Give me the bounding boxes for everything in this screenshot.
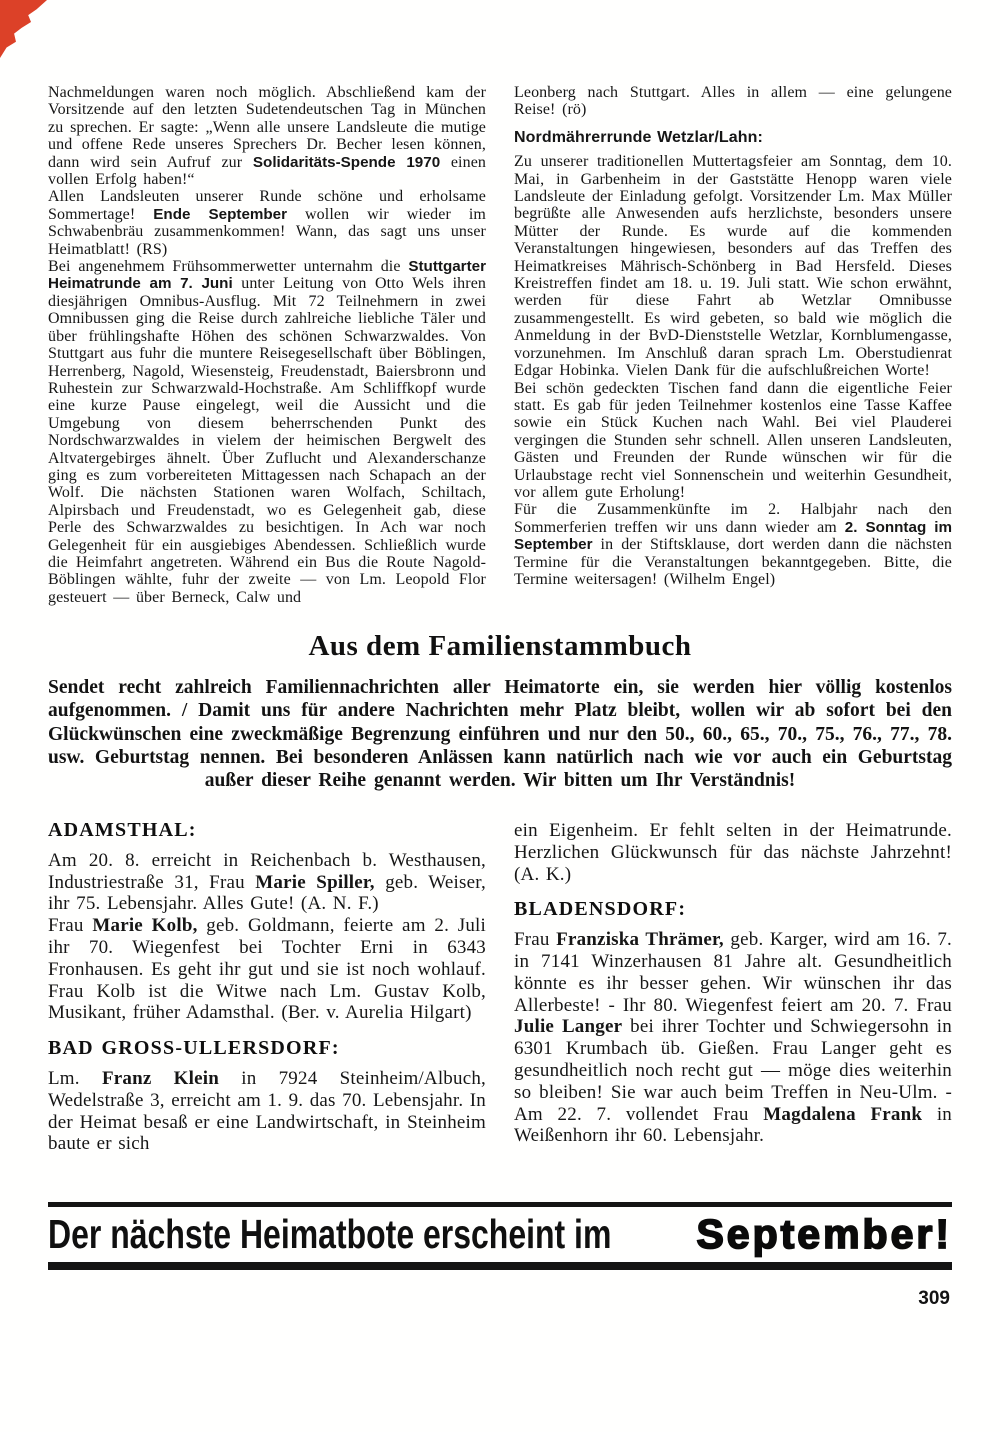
banner-highlight: September! — [696, 1211, 952, 1257]
section-heading: BAD GROSS-ULLERSDORF: — [48, 1037, 340, 1060]
paragraph: Nachmeldungen waren noch möglich. Abschließend kam der Vorsitzende auf den letzten Sudetendeutschen Tag in München zu sprechen. Er sagte: „Wenn alle unsere Landsleute die mutige und offene Rede unseres Sprechers Dr. Becher lesen können, dann wird sein Aufruf zur Solidaritäts-Spende 1970 einen vollen Erfolg haben!“ — [48, 84, 486, 189]
family-left-column — [48, 820, 486, 1155]
news-section — [48, 84, 952, 606]
bold-run: 2. Sonntag im September — [514, 518, 952, 554]
paragraph: Bei angenehmem Frühsommerwetter unternahm die Stuttgarter Heimatrunde am 7. Juni unter Leitung von Otto Wels ihren diesjährigen Omnibus-Ausflug. Mit 72 Teilnehmern in zwei Omnibussen ging die Reise durch zahlreiche liebliche Täler und über frühlingshafte Höhen des schönen Schwarzwaldes. Von Stuttgart aus fuhr die muntere Reisegesellschaft über Böblingen, Herrenberg, Nagold, Wiesensteig, Freudenstadt, Baiersbronn und Ruhestein zur Schwarzwald-Hochstraße. Am Schliffkopf wurde eine kurze Pause eingelegt, weil die Aussicht und die Umgebung von diesem beherrschenden Punkt des Nordschwarzwaldes in vielem der heimischen Bergwelt des Altvatergebirges ähnelt. Über Zuflucht und Alexanderschanze ging es zum vorbereiteten Mittagessen nach Schapach an der Wolf. Die nächsten Stationen waren Wolfach, Schiltach, Alpirsbach und Freudenstadt, wo es Gelegenheit gab, diese Perle des Schwarzwaldes zu besichtigen. In Ach war noch Gelegenheit für ein ausgiebiges Abendessen. Schließlich wurde die Heimfahrt angetreten. Während ein Bus die Route Nagold-Böblingen wählte, fuhr der zweite — von Lm. Leopold Flor gesteuert — über Berneck, Calw und — [48, 258, 487, 606]
banner-text: Der nächste Heimatbote erscheint im — [48, 1211, 612, 1257]
family-section-intro: Sendet recht zahlreich Familiennachrichten aller Heimatorte ein, sie werden hier völlig kostenlos aufgenommen. / Damit uns für andere Nachrichten mehr Platz bleibt, wollen wir ab sofort bei den Glückwünschen eine zweckmäßige Begrenzung einführen und nur den 50., 60., 65., 70., 75., 76., 77., 78. usw. Geburtstag nennen. Bei besonderen Anlässen kann natürlich nach wie vor auch ein Geburtstag außer dieser Reihe genannt werden. Wir bitten um Ihr Verständnis! — [48, 677, 952, 792]
torn-corner-mark — [0, 0, 47, 58]
bold-run: Marie Kolb, — [92, 915, 198, 937]
bold-run: Franziska Thrämer, — [556, 929, 724, 951]
page-number: 309 — [918, 1288, 950, 1309]
news-right-column — [514, 84, 952, 606]
bold-run: Franz Klein — [101, 1067, 220, 1089]
family-section-title: Aus dem Familienstammbuch — [308, 630, 692, 662]
bold-run: Julie Langer — [514, 1016, 623, 1038]
paragraph: Leonberg nach Stuttgart. Alles in allem — eine gelungene Reise! (rö) — [514, 84, 952, 119]
paragraph: Zu unserer traditionellen Muttertagsfeier am Sonntag, dem 10. Mai, in Garbenheim in der Gaststätte Henopp waren viele Landsleute der Einladung gefolgt. Vorsitzender Lm. Max Müller begrüßte alle Anwesenden aufs herzlichste, besonders unsere Mütter der Runde. Es wurde auf die kommenden Veranstaltungen hingewiesen, besonders auf das Treffen des Heimatkreises Mährisch-Schönberg in Bad Hersfeld. Dieses Kreistreffen findet am 18. u. 19. Juli statt. Wie schon erwähnt, werden für diese Fahrt ab Wetzlar Omnibusse zusammengestellt. Es wird gebeten, so bald wie möglich die Anmeldung in der BvD-Dienststelle Wetzlar, Kornblumengasse, vorzunehmen. Im Anschluß daran sprach Lm. Oberstudienrat Edgar Hobinka. Vielen Dank für die aufschlußreichen Worte! — [514, 153, 952, 380]
news-left-column — [48, 84, 486, 606]
section-heading: ADAMSTHAL: — [48, 819, 197, 841]
family-columns — [48, 820, 952, 1155]
bold-run: Solidaritäts-Spende 1970 — [252, 153, 441, 171]
next-issue-banner — [48, 1202, 952, 1270]
paragraph: Allen Landsleuten unserer Runde schöne und erholsame Sommertage! Ende September wollen wir wieder im Schwabenbräu zusammenkommen! Wann, das sagt uns unser Heimatblatt! (RS) — [48, 188, 486, 258]
paragraph: Für die Zusammenkünfte im 2. Halbjahr nach den Sommerferien treffen wir uns dann wieder am 2. Sonntag im September in der Stiftsklause, dort werden dann die nächsten Termine für die Veranstaltungen bekanntgegeben. Bitte, die Termine weitersagen! (Wilhelm Engel) — [514, 501, 952, 588]
paragraph: Frau Franziska Thrämer, geb. Karger, wird am 16. 7. in 7141 Winzerhausen 81 Jahre alt. Gesundheitlich könnte es ihr besser gehen. Wir wünschen ihr das Allerbeste! - Ihr 80. Wiegenfest feiert am 20. 7. Frau Julie Langer bei ihrer Tochter und Schwiegersohn in 6301 Krumbach üb. Gießen. Frau Langer geht es gesundheitlich noch recht gut — möge dies weiterhin so bleiben! Sie war auch beim Treffen in Neu-Ulm. - Am 22. 7. vollendet Frau Magdalena Frank in Weißenhorn ihr 60. Lebensjahr. — [514, 929, 952, 1147]
paragraph: Lm. Franz Klein in 7924 Steinheim/Albuch, Wedelstraße 3, erreicht am 1. 9. das 70. Lebensjahr. In der Heimat besaß er eine Landwirtschaft, in Steinheim baute er sich — [48, 1067, 486, 1155]
banner-text-row — [48, 1207, 952, 1262]
paragraph: Bei schön gedeckten Tischen fand dann die eigentliche Feier statt. Es gab für jeden Teilnehmer kostenlos eine Tasse Kaffee sowie ein Stück Kuchen nach Wahl. Bei viel Plauderei vergingen die Stunden sehr schnell. Allen unseren Landsleuten, Gästen und Freunden der Runde wünschen wir für die Urlaubstage recht viel Sonnenschein und weiterhin Gesundheit, vor allem gute Erholung! — [514, 379, 952, 501]
paragraph: Am 20. 8. erreicht in Reichenbach b. Westhausen, Industriestraße 31, Frau Marie Spiller, geb. Weiser, ihr 75. Lebensjahr. Alles Gute! (A. N. F.) — [48, 849, 486, 915]
family-right-column — [514, 820, 952, 1155]
section-heading: BLADENSDORF: — [514, 898, 687, 921]
sub-heading: Nordmährerrunde Wetzlar/Lahn: — [514, 128, 763, 146]
paragraph: Frau Marie Kolb, geb. Goldmann, feierte am 2. Juli ihr 70. Wiegenfest bei Tochter Erni in 6343 Fronhausen. Es geht ihr gut und sie ist noch wohlauf. Frau Kolb ist die Witwe nach Lm. Gustav Kolb, Musikant, früher Adamsthal. (Ber. v. Aurelia Hilgart) — [48, 915, 487, 1024]
banner-bottom-rule — [48, 1262, 952, 1270]
bold-run: Ende September — [153, 205, 288, 223]
paragraph: ein Eigenheim. Er fehlt selten in der Heimatrunde. Herzlichen Glückwunsch für das nächste Jahrzehnt! (A. K.) — [514, 820, 952, 885]
bold-run: Marie Spiller, — [255, 871, 375, 893]
bold-run: Stuttgarter Heimatrunde am 7. Juni — [48, 258, 486, 293]
bold-run: Magdalena Frank — [763, 1103, 923, 1125]
